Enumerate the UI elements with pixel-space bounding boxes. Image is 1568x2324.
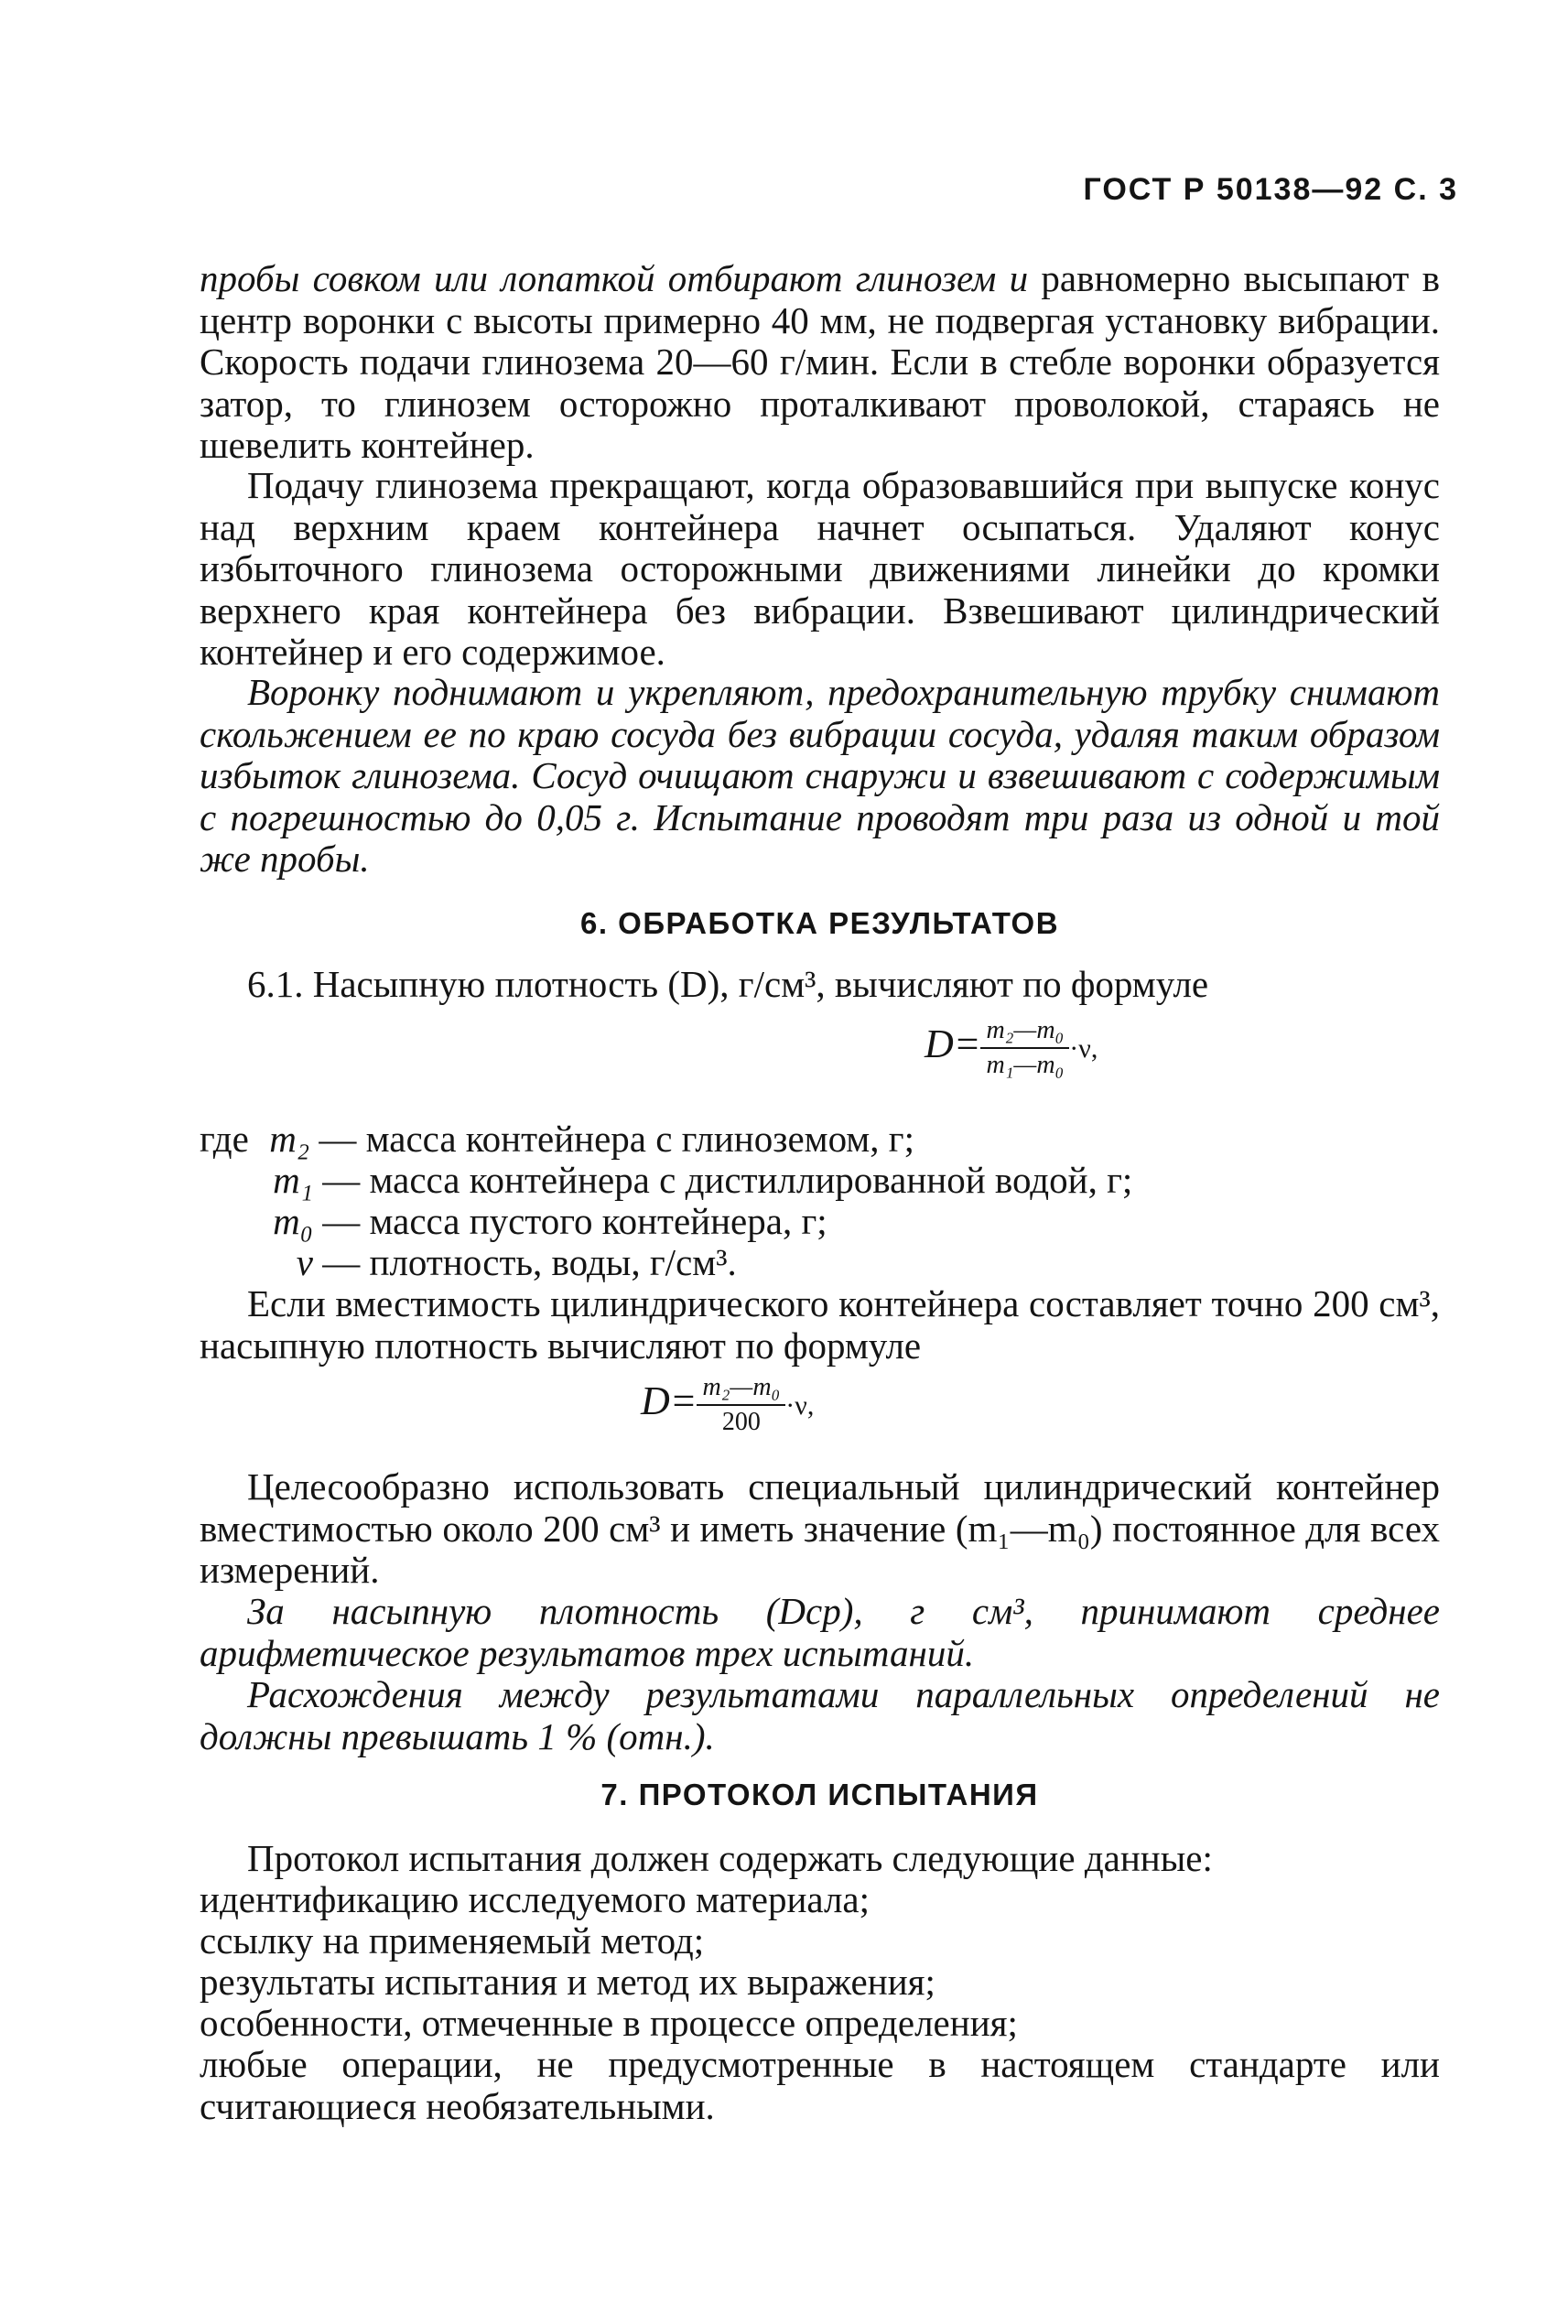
advisable-paragraph: Целесообразно использовать специальный цилиндрический контейнер вместимостью около 200 см³ и иметь значение (m₁—m₀) постоянное для всех измерений. bbox=[200, 1465, 1440, 1591]
protocol-item: ссылку на применяемый метод; bbox=[200, 1919, 705, 1962]
protocol-item: результаты испытания и метод их выражения; bbox=[200, 1961, 935, 2003]
section-7-title: 7. ПРОТОКОЛ ИСПЫТАНИЯ bbox=[600, 1778, 1039, 1811]
protocol-item-last: любые операции, не предусмотренные в настоящем стандарте или считающиеся необязательными. bbox=[200, 2043, 1440, 2127]
intro-normal-part: равномерно высыпают в центр воронки с высоты примерно 40 мм, не подвергая установку вибрации. Скорость подачи глинозема 20—60 г/мин. Если в стебле воронки образуется затор, то глинозем осторожно проталкивают проволокой, стараясь не шевелить контейнер. bbox=[200, 257, 1440, 466]
funnel-paragraph: Воронку поднимают и укрепляют, предохранительную трубку снимают скольжением ее по краю сосуда без вибрации сосуда, удаляя таким образом избыток глинозема. Сосуд очищают снаружи и взвешивают с содержимым с погрешностью до 0,05 г. Испытание проводят три раза из одной и той же пробы. bbox=[200, 671, 1440, 880]
legend-text: — плотность, воды, г/см³. bbox=[322, 1241, 737, 1283]
formula-1-rhs: ·ν, bbox=[1069, 1033, 1098, 1065]
protocol-intro: Протокол испытания должен содержать следующие данные: bbox=[247, 1837, 1213, 1879]
protocol-item: идентификацию исследуемого материала; bbox=[200, 1878, 870, 1920]
formula-density bbox=[925, 1016, 1098, 1080]
legend-row-m2 bbox=[200, 1119, 914, 1160]
formula-density-200 bbox=[641, 1373, 814, 1437]
mean-paragraph: За насыпную плотность (Dср), г см³, принимают среднее арифметическое результатов трех испытаний. bbox=[200, 1590, 1440, 1674]
intro-italic-part: пробы совком или лопаткой отбирают глинозем и bbox=[200, 257, 1029, 299]
legend-text: — масса контейнера с глиноземом, г; bbox=[319, 1118, 914, 1160]
formula-1-numerator: m₂—m₀ bbox=[980, 1016, 1069, 1049]
legend-row-m0 bbox=[200, 1201, 827, 1242]
page-header: ГОСТ Р 50138—92 С. 3 bbox=[1083, 172, 1458, 207]
intro-paragraph bbox=[200, 258, 1440, 467]
capacity-paragraph: Если вместимость цилиндрического контейнера составляет точно 200 см³, насыпную плотность вычисляют по формуле bbox=[200, 1282, 1440, 1367]
feed-paragraph: Подачу глинозема прекращают, когда образовавшийся при выпуске конус над верхним краем контейнера начнет осыпаться. Удаляют конус избыточного глинозема осторожными движениями линейки до кромки верхнего края контейнера без вибрации. Взвешивают цилиндрический контейнер и его содержимое. bbox=[200, 464, 1440, 673]
legend-symbol: m₀ bbox=[273, 1200, 313, 1242]
legend-symbol: ν bbox=[296, 1241, 313, 1283]
legend-text: — масса контейнера с дистиллированной водой, г; bbox=[322, 1159, 1133, 1201]
legend-where-label: где bbox=[200, 1118, 249, 1160]
section-6-title: 6. ОБРАБОТКА РЕЗУЛЬТАТОВ bbox=[579, 906, 1060, 940]
formula-2-fraction bbox=[697, 1373, 785, 1437]
paragraph-6-1: 6.1. Насыпную плотность (D), г/см³, вычисляют по формуле bbox=[247, 963, 1209, 1005]
formula-1-denominator: m₁—m₀ bbox=[986, 1051, 1065, 1079]
formula-1-fraction bbox=[980, 1016, 1069, 1080]
legend-row-m1 bbox=[200, 1160, 1132, 1201]
formula-2-denominator: 200 bbox=[721, 1408, 761, 1436]
legend-symbol: m₁ bbox=[273, 1159, 313, 1201]
formula-1-lhs: D= bbox=[925, 1021, 981, 1067]
formula-2-numerator: m₂—m₀ bbox=[697, 1373, 785, 1406]
protocol-item: особенности, отмеченные в процессе определения; bbox=[200, 2002, 1018, 2044]
legend-row-v bbox=[200, 1242, 737, 1283]
formula-2-rhs: ·ν, bbox=[785, 1390, 815, 1421]
formula-2-lhs: D= bbox=[641, 1378, 697, 1424]
difference-paragraph: Расхождения между результатами параллельных определений не должны превышать 1 % (отн.). bbox=[200, 1673, 1440, 1757]
legend-symbol: m₂ bbox=[269, 1118, 310, 1160]
legend-text: — масса пустого контейнера, г; bbox=[322, 1200, 827, 1242]
